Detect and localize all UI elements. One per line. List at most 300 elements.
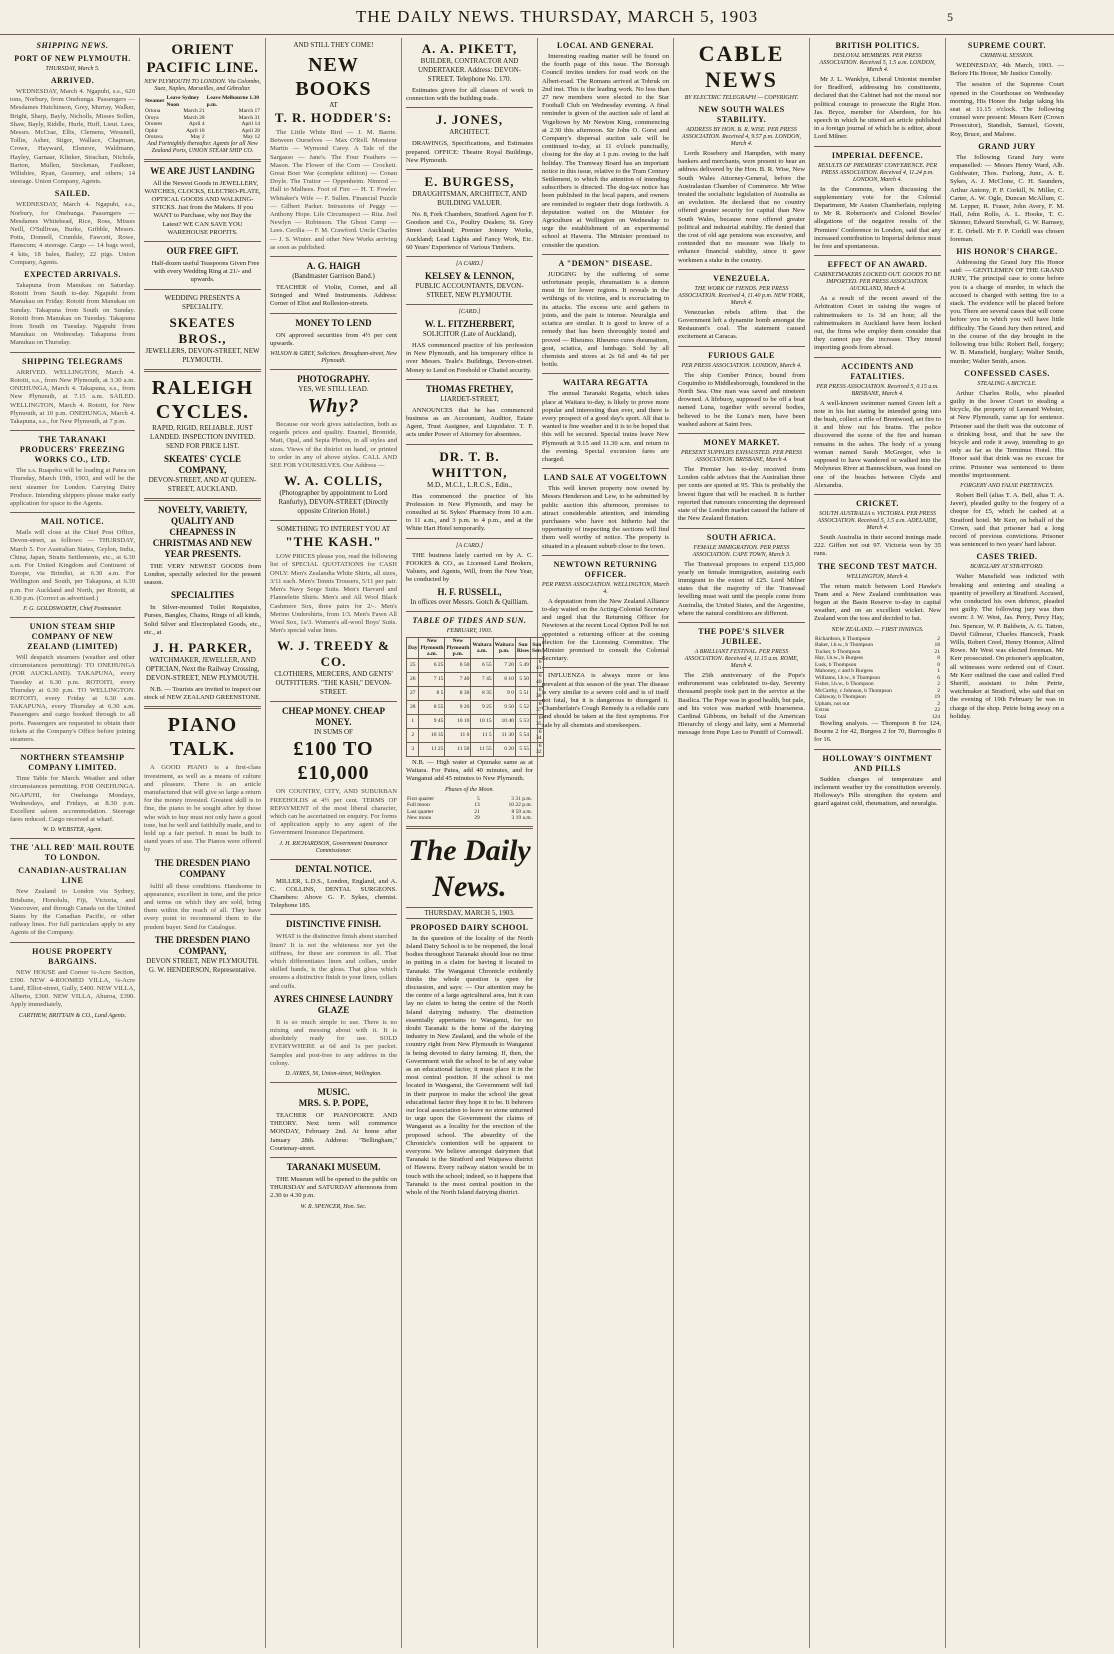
tide-cell: 10 35 (419, 728, 445, 742)
tide-cell: 7 20 (493, 658, 515, 672)
moon-cell: 3 31 p.m. (511, 795, 532, 802)
score-cell: 8 (937, 655, 940, 662)
politics-text: Mr J. L. Wanklyn, Liberal Unionist member for Bradford, addressing his constituents, declared that the Cabinet had not the moral nor political courage to prosecute the Right Hon. Jas. Bryce, member for Aberdeen, for his speech in which he uttered an article published in a foreign journal of which he is editor, about Lord Milner. (814, 76, 941, 141)
dental-text: MILLER, L.D.S., London, England, and A. C. COLLINS, DENTAL SURGEONS. Chambers: Above G. F. Sykes, chemist. Telephone 185. (270, 877, 397, 910)
defence-heading: IMPERIAL DEFENCE. (831, 150, 924, 160)
tide-table-header: Sun Sets (531, 638, 543, 659)
ship-table-header: Steamer (145, 98, 165, 105)
court-sub: CRIMINAL SESSION. (980, 53, 1034, 59)
fitz-sub: SOLICITOR (Late of Auckland), (422, 330, 517, 339)
specialities-heading: SPECIALITIES (170, 590, 235, 601)
burglary-text: Walter Mansfield was indicted with breaking and entering and stealing a quantity of jewellery at Stratford. Accused, who conducted his own defence, pleaded not guilty. The following jury was then sworn: J. W. West, Jas. Perry, Percy Hay, Jno. Spencer, W. P. Baldwin, A. G. Tatton, David Gilmour, Charles Hancock, Frank Wills, Robert Creel, Henry Honnor, Alfred Rowe. Mr West was elected foreman. Mr Kerr prosecuted. On prisoner's application, all witnesses were ordered out of Court. Mr Kerr outlined the case and called Fred Sheriff, assistant to John Petrie, watchmaker at Stratford, who said that on the evening of 19th February he was in charge of the shop. Petrie being away on a holiday. (950, 573, 1064, 720)
court-date: WEDNESDAY, 4th March, 1903. — Before His Honor, Mr Justice Conolly. (950, 62, 1064, 78)
score-cell: 2 (937, 635, 940, 642)
score-cell: 2 (937, 681, 940, 688)
money-sign: WILSON & GREY, Solicitors. Brougham-street, New Plymouth. (270, 351, 397, 365)
column-ads-middle (266, 38, 402, 1648)
mail-sign: F. G. GOLDSWORTH, Chief Postmaster. (23, 605, 122, 612)
books-at: AT (329, 101, 338, 109)
gift-heading: OUR FREE GIFT. (166, 245, 239, 256)
tide-cell: 10 40 (493, 714, 515, 728)
tide-cell: 11 25 (419, 742, 445, 756)
ayres-sign: D. AYRES, 56, Union-street, Wellington. (285, 1070, 382, 1077)
jury-heading: GRAND JURY (978, 141, 1036, 151)
tide-cell: 6 55 (471, 658, 493, 672)
accidents-text: A well-known swimmer named Green left a note in his hut stating he intended going into the bush, collect a rifle of Brentwood, set fire to it and blow out his brains. The police discovered the scene of the fire and human remains in the ashes. The body of a young woman named Sarah McGregor, who is supposed to have wandered or walked into the Molyneux River at Bannockburn, was found on one of the beaches between Clyde and Alexandra. (814, 399, 941, 489)
dresden-heading-2: THE DRESDEN PIANO COMPANY, (154, 934, 251, 956)
ship-cell: April 14 (241, 121, 260, 127)
tide-cell: 5 51 (515, 686, 530, 700)
tide-table (406, 637, 544, 757)
demon-heading: A "DEMON" DISEASE. (558, 258, 653, 268)
jubilee-heading: THE POPE'S SILVER JUBILEE. (698, 626, 785, 646)
award-sub: CABINETMAKERS LOCKED OUT. GOODS TO BE IMPORTED. PER PRESS ASSOCIATION. AUCKLAND, March 4. (814, 272, 941, 293)
tide-cell: 6 38 (531, 686, 543, 700)
expected-heading: EXPECTED ARRIVALS. (24, 270, 121, 280)
cricket-sub: SOUTH AUSTRALIA v. VICTORIA. PER PRESS ASSOCIATION. Received 5, 1.5 a.m. ADELAIDE, March 4. (817, 510, 938, 531)
money-market-sub: PRESENT SUPPLIES EXHAUSTED. PER PRESS ASSOCIATION. BRISBANE, March 4. (680, 450, 803, 464)
score-cell: Callaway, b Thompson (815, 694, 866, 701)
moon-cell: 13 (474, 802, 480, 809)
books-list: The Little White Bird — J. M. Barrie. Between Ourselves — Max O'Rell. Monsieur Martin — Wymond Carey. A Tale of the Sargasso — Jane's. The Four Feathers — Mason. The Flower of the Corn — Crockett. Great Boer War (complete edition) — Conan Doyle. The Traitor — Oppenheim. Nimrod — Hall to Malhees. Foot of Fire — H. T. Fowler. Whitaker's Wife — F. Sullen. Financial Puzzle — Gilbert Parker. Intrusions of Peggy — Anthony Hope. Life Circumspect — Rita. Joel Newlyn — Robinson. The Ghost Camp — Lees. Cecilia — F. M. Crawford. Uncle Charles — J. S. Winter. and other New Works arriving as soon as published. (270, 129, 397, 251)
tide-row (407, 742, 544, 756)
whitton-heading: DR. T. B. WHITTON, (431, 448, 508, 480)
haigh-heading: A. G. HAIGH (306, 261, 361, 272)
tide-table-header: Day (407, 638, 419, 659)
newtown-sub: PER PRESS ASSOCIATION. WELLINGTON, March 4. (542, 581, 669, 595)
gift-text: Half-dozen useful Teaspoons Given Free with every Wedding Ring at 21/- and upwards. (151, 259, 260, 284)
jones-text: DRAWINGS, Specifications, and Estimates prepared. OFFICE: Theatre Royal Buildings, New Plymouth. (406, 140, 533, 164)
column-shipping (6, 38, 140, 1648)
column-cards-editorial (402, 38, 542, 1648)
tide-cell: 11 5 (471, 728, 493, 742)
fitz-text: HAS commenced practice of his profession in New Plymouth, and his temporary office is over Messrs. Teale's Buildings, Devon-street. Money to Lend on Freehold or Chattel security. (406, 342, 533, 374)
money-market-text: The Premier has to-day received from London cable advices that the Australian three per cents are quoted at 95. This is probably the lowest figure that will be reached. It is further reported that rumours concerning the depressed state of the London market caused the failure of the New Zealand flotation. (678, 466, 805, 523)
court-heading: SUPREME COURT. (967, 41, 1047, 50)
moon-table (406, 796, 533, 822)
score-cell: Total (815, 713, 827, 720)
newspaper-flag: The Daily News. (408, 833, 531, 903)
masthead-title: THE DAILY NEWS. THURSDAY, MARCH 5, 1903 (355, 7, 759, 26)
ship-cell: March 21 (183, 108, 205, 114)
orient-sub: NEW PLYMOUTH TO LONDON. Via Colombo, Suez, Naples, Marseilles, and Gibraltar. (144, 79, 261, 92)
amount-text: ON COUNTRY, CITY, AND SUBURBAN FREEHOLDS at 4½ per cent. TERMS OF REPAYMENT of the most liberal character, which can be ascertained on enquiry. For forms of application apply to any agent of the Government Insurance Department. (270, 788, 397, 837)
landing-heading: WE ARE JUST LANDING (150, 165, 255, 176)
test-text: The return match between Lord Hawke's Team and a New Zealand combination was begun at the Basin Reserve to-day in capital weather, and on an excellent wicket. New Zealand won the toss and decided to bat. (814, 582, 941, 623)
venezuela-text: Venezuelan rebels affirm that the Government left a dynamite bomb amongst the Restaurant's coal. The statement caused excitement at Caracas. (678, 308, 805, 341)
pope-heading: MRS. S. P. POPE, (298, 1097, 369, 1108)
frethey-heading: THOMAS FRETHEY, (425, 383, 514, 394)
score-cell: Lusk, b Thompson (815, 661, 857, 668)
tide-row (407, 672, 544, 686)
ship-table-header: Leave Sydney Noon (166, 95, 200, 108)
russell-sub: In offices over Messrs. Gotch & Quilliam. (410, 598, 529, 607)
hodder-heading: T. R. HODDER'S: (274, 110, 393, 125)
moon-cell: 10 22 p.m. (508, 802, 532, 809)
haigh-sub: (Bandmaster Garrison Band.) (292, 272, 375, 281)
forgery-text: Robert Bell (alias T. A. Bell, alias T. A. Javer), pleaded guilty to the forgery of a cheque for £5, which he cashed at a Stratford hotel. Mr Kerr, on behalf of the Crown, said that prisoner had a long record of previous convictions. Prisoner was sentenced to two years' hard labour. (950, 491, 1064, 549)
charge-heading: HIS HONOR'S CHARGE. (956, 247, 1058, 257)
sailed-text: WEDNESDAY, March 4. Ngapuhi, s.s., Norbury, for Onehunga. Passengers — Mesdames Whitehead, Rice, Ross, Misses Neill, O'Sullivan, Burke, Gribble, Messrs. Potts, Donnell, Crumble, Fawcett, Rowe, Hanscom; 4 steerage. Cargo — 14 bags wool, 4 kits, 18 bales, Bailey; 22 pigs. Union Company, Agents. (10, 201, 135, 266)
northern-sign: W. D. WEBSTER, Agent. (42, 827, 103, 834)
score-cell: Williams, l.b.w., b Thompson (815, 674, 881, 681)
tide-row (407, 700, 544, 714)
producers-text: The s.s. Ruapehu will be loading at Patea on Thursday, March 19th, 1903, and will be the next steamer for London. Carrying Dairy Produce. Intending shippers please make early application for space to the Agents. (10, 467, 135, 507)
card-label-3: [A CARD.] (456, 542, 483, 549)
score-cell: McCarthy, c Johnson, b Thompson (815, 687, 892, 694)
newtown-text: A deputation from the New Zealand Alliance to-day waited on the Acting-Colonial Secretary and urged that the Returning Officer for Newtown at the recent Local Option Poll be not appointed a returning officer at the coming election for the Licensing Committee. The Minister promised to consult the Colonial Secretary. (542, 597, 669, 663)
producers-heading: THE TARANAKI PRODUCERS' FREEZING WORKS CO., LTD. (19, 435, 126, 465)
kelsey-sub: PUBLIC ACCOUNTANTS, DEVON-STREET, NEW PLYMOUTH. (415, 282, 524, 300)
ship-cell: April 4 (188, 121, 205, 127)
tide-cell: 2 (407, 728, 419, 742)
africa-heading: SOUTH AFRICA. (706, 532, 777, 542)
tide-table-header: New Plymouth a.m. (420, 638, 444, 658)
column-local-news (538, 38, 674, 1648)
tried-heading: CASES TRIED. (976, 552, 1038, 562)
burgess-heading: E. BURGESS, (424, 174, 515, 190)
jones-heading: J. JONES, (435, 112, 504, 128)
tide-cell: 28 (407, 700, 419, 714)
jones-sub: ARCHITECT. (449, 128, 490, 137)
parker-heading: J. H. PARKER, (152, 639, 253, 655)
moon-cell: New moon (407, 815, 432, 822)
arrived-heading: ARRIVED. (50, 76, 95, 85)
tide-row (407, 728, 544, 742)
photo-yes: YES, WE STILL LEAD. (298, 385, 369, 394)
masthead (0, 0, 1114, 35)
kelsey-heading: KELSEY & LENNON, (425, 271, 514, 282)
tide-cell: 11 50 (445, 742, 471, 756)
treedy-heading: W. J. TREEDY & CO. (277, 638, 390, 670)
tide-cell: 5 54 (515, 728, 530, 742)
books-heading: NEW BOOKS (295, 54, 372, 100)
nsw-text: Lords Rosebery and Hampden, with many bankers and merchants, were present to hear an address delivered by the Hon. B. R. Wise, New South Wales Attorney-General, before the Australasian Chamber of Commerce. Mr Wise treated the socialistic legislation of Australia as an evolution. He declared that no country offered greater security for capital than New South Wales, because none offered greater political and industrial stability. He denied that the cost of old age pensions was excessive, and contended that no measure was likely to enhance financial stability, since it gave workmen a stake in the country. (678, 150, 805, 264)
tide-cell: 8 30 (445, 686, 471, 700)
ship-cell: May 2 (190, 134, 205, 140)
mail-text: Mails will close at the Chief Post Office, Devon-street, as follows: — THURSDAY, March 5. For Australian States, Ceylon, India, China, Japan, Straits Settlements, etc., at 6.30 a.m. For United Kingdom and Continent of Europe, via Brindisi, at 6.30 a.m. For Wellington and South, per Takapuna, at 6.30 p.m. For Auckland and North, per Rotoiti, at 6.30 p.m. (Correct as advertised.) (10, 529, 135, 602)
score-cell: Hay, l.b.w., b Burgess (815, 655, 864, 662)
moon-cell: 5 (477, 795, 480, 802)
cheap-heading: CHEAP MONEY. CHEAP MONEY. (282, 706, 385, 728)
bargains-text: NEW HOUSE and Corner ¼-Acre Section, £390. NEW 4-ROOMED VILLA, ¼-Acre Land, Elliot-street, Gully, £400. NEW VILLA, Alberto, £360. NEW VILLA, Ahuroa, £390. Apply immediately, (10, 968, 135, 1009)
ship-table-header: Leave Melbourne 1.30 p.m. (206, 95, 260, 108)
music-heading: MUSIC. (317, 1086, 350, 1097)
tide-table-header: Waitara a.m. (471, 638, 493, 659)
tide-cell: 6 41 (531, 658, 543, 672)
moon-heading: Phases of the Moon. (445, 786, 494, 793)
ship-cell: Orotava (145, 134, 163, 140)
burglary-heading: BURGLARY AT STRATFORD. (970, 564, 1044, 571)
holloway-text: Sudden changes of temperature and inclement weather try the constitution severely. Holloway's Pills strengthen the system and guard against cold, rheumatism, and neuralgia. (814, 775, 941, 808)
bargains-heading: HOUSE PROPERTY BARGAINS. (32, 946, 113, 966)
holloway-heading: HOLLOWAY'S OINTMENT AND PILLS (822, 753, 933, 773)
tide-cell: 25 (407, 658, 419, 672)
tide-cell: 9 0 (493, 686, 515, 700)
port-heading: PORT OF NEW PLYMOUTH. (14, 54, 131, 63)
museum-text: THE Museum will be opened to the public on THURSDAY and SATURDAY afternoons from 2.30 to 4.30 p.m. (270, 1176, 397, 1200)
score-cell: 1 (937, 668, 940, 675)
sums-label: IN SUMS OF (314, 728, 353, 737)
ship-cell: Oroya (145, 114, 159, 121)
raleigh-text: RAPID, RIGID, RELIABLE. JUST LANDED. INSPECTION INVITED. SEND FOR PRICE LIST. (150, 423, 255, 450)
cricket-heading: CRICKET. (856, 498, 899, 508)
treedy-sub: CLOTHIERS, MERCERS, AND GENTS' OUTFITTERS. "THE KASH," DEVON-STREET. (274, 670, 393, 697)
telegrams-heading: SHIPPING TELEGRAMS (22, 356, 123, 366)
parker-note: N.B. — Tourists are invited to inspect our stock of NEW ZEALAND GREENSTONE. (144, 685, 261, 702)
specialities-text: In Silver-mounted Toilet Requisites, Purses, Bangles, Chains, Rings of all kinds, Solid Silver and Electroplated Goods, etc., etc., at (144, 604, 261, 636)
score-cell: Upham, not out (815, 700, 850, 707)
tide-cell: 10 10 (445, 714, 471, 728)
photo-text: Because our work gives satisfaction, both as regards prices and quality. Enamel, Bromide, Matt, Opal, and Sepia Photos, in all styles and sizes. Views of the district on hand, or printed to order in any of above styles. CALL AND SEE FOR YOURSELVES. Our Address — (270, 421, 397, 470)
dresden-sign: DEVON STREET, NEW PLYMOUTH. G. W. HENDERSON, Representative. (146, 956, 259, 974)
ship-cell: March 28 (183, 114, 205, 121)
local-heading: LOCAL AND GENERAL (557, 41, 654, 50)
nsw-heading: NEW SOUTH WALES STABILITY. (698, 105, 785, 124)
score-cell: Mahoney, c and b Burgess (815, 668, 874, 675)
tide-cell: 7 15 (419, 672, 445, 686)
raleigh-heading: RALEIGH CYCLES. (151, 376, 254, 423)
column-ads-left (140, 38, 266, 1648)
skeates-cycle-sub: DEVON-STREET, AND AT QUEEN-STREET, AUCKLAND. (148, 475, 257, 493)
tide-cell: 9 20 (445, 700, 471, 714)
tide-cell: 6 35 (531, 714, 543, 728)
score-cell: Fisher, l.b.w., b Thompson (815, 681, 874, 688)
tide-table-header: Sun Rises (515, 638, 530, 659)
ship-row (144, 121, 261, 128)
ship-cell: April 28 (241, 127, 260, 134)
tide-cell: 9 45 (419, 714, 445, 728)
dairy-heading: PROPOSED DAIRY SCHOOL (410, 922, 529, 932)
gale-text: The ship Comber Prince, bound from Coquimbo to Middlesborough, foundered in the North Sea. One man was saved and nineteen drowned. A lifebuoy, supposed to be off a boat named Luna, together with several bodies, believed to be the Luna's men, have been washed ashore at Saint Ives. (678, 371, 805, 428)
shipping-heading: SHIPPING NEWS. (36, 41, 109, 50)
kash-intro: SOMETHING TO INTEREST YOU AT (276, 525, 391, 534)
piano-text: A GOOD PIANO is a first-class investment, as well as a means of culture and pleasure. There is an article manufactured that will give so large a return for the money invested. Greatest skill is to fine, the piano to be sought after by those who wish to buy must not only have a good tone, but be well and faithfully made, and to hold up a fair period. It must be built to stand years of use. The Pianos were offered by (144, 764, 261, 854)
accidents-sub: PER PRESS ASSOCIATION. Received 5, 0.15 a.m. BRISBANE, March 4. (816, 383, 939, 397)
dairy-text: In the question of the locality of the North Island Dairy School is to be reopened, the local bodies throughout Taranaki should lose no time in putting in a claim for having it located in Taranaki. The Wanganui Chronicle evidently thinks the whole question is open for discussion, and says: — Our attention may be the centre of a large agricultural area, but it can lay no claim to being the centre of the North Island dairying industry. The distinction essentially appertains to Wanganui, for no doubt Taranaki is the home of the dairying industry in New Zealand, and the whole of the country right from New Plymouth to Wanganui is being devoted to dairy farming. If, then, the Government wish the school to be of any value as an educational factor, it must place it in the most central position. If the school is not located in Wanganui, the Government will fail in their purpose to make the school the great educational factor they hope it to be. It behoves our local association to leave no stone unturned to urge upon the Government the claims of Wanganui as a locality for the erection of the proposed school. The absurdity of the Chronicle's contention will be apparent to everyone. We believe amongst dairymen that Taranaki is the Stratford and Waipawa district of Hawera. Every railway station would be in touch with the school; indeed, so it happens that Taranaki is the most central position in the whole of the North Island dairying district. (406, 934, 533, 1197)
tide-cell: 8 35 (471, 686, 493, 700)
orient-heading: ORIENT PACIFIC LINE. (146, 42, 259, 76)
stealing-text: Arthur Charles Rolls, who pleaded guilty in the lower Court to stealing a bicycle, the property of Leonard Webster, at New Plymouth, came up for sentence. Prisoner said the theft was the outcome of a drinking bout, and that he saw the bicycle and rode it away, intending to go only as far as the Terminus Hotel. His Honor said that drink was no excuse for crime. Prisoner was sentenced to three months' imprisonment. (950, 389, 1064, 479)
distinctive-heading: DISTINCTIVE FINISH. (285, 919, 382, 930)
tide-cell: 10 15 (471, 714, 493, 728)
arrived-text: WEDNESDAY, March 4. Ngapuhi, s.s., 620 tons, Norbury, from Onehunga. Passengers — Mesdames Hutchinson, Grey, Murray, Walker, Bright, Sharp, Bayly, Nicholls, Misses Sollen, Shaw, Bayly, Riddle, Hurle, Huff, Lieut. Lees, Messrs. McCrae, Ellis, Clemens, Wessnell, Tollin, Asher, Stiger, Wallace, Chapman, Crowe, Hayward, Elsmore, Waldmann, Hayley, Garnaar, Klinker, Strachan, Nichols, Barton, Mullen, Stockman, Faulkner, Wiltshire, Ryan, Gourney, and others; 14 steerage. Union Company, Agents. (10, 88, 135, 186)
award-heading: EFFECT OF AN AWARD. (827, 260, 928, 270)
moon-cell: Full moon (407, 802, 430, 809)
tide-table-header: Waitara p.m. (493, 638, 515, 659)
charge-text: Addressing the Grand Jury His Honor said: — GENTLEMEN OF THE GRAND JURY, The principal case to come before you is a charge of murder, in which the accused is charged with setting fire to a stack. The evidence will be placed before you. There are several cases that will come before you in which you will have little difficulty. The Grand Jury then retired, and in the course of the day brought in the following true bills: Robert Bell, forgery; W. B. Mansfield, burglary; Walter Smith, murder; Walter Smith, arson. (950, 259, 1064, 365)
moon-cell: First quarter (407, 795, 435, 802)
museum-sign: W. R. SPENCER, Hon. Sec. (300, 1203, 367, 1210)
gale-heading: FURIOUS GALE (708, 350, 775, 360)
frethey-sub: LIARDET-STREET, (440, 394, 499, 403)
jubilee-text: The 25th anniversary of the Pope's enthronement was celebrated to-day. Seventy thousand people took part in the service at the Basilica. The Pope was in good health, but pale, and his voice was marked with hoarseness. Cardinal Gibbons, on behalf of the American Hierarchy of clergy and laity, sent a Memorial message from Pope Leo to Pontiff of Cornwall. (678, 671, 805, 737)
columns (6, 38, 1108, 1648)
influenza-text: INFLUENZA is always more or less prevalent at this season of the year. The disease is very similar to a severe cold and is of itself not fatal, but it is dangerous to disregard it. Chamberlain's Cough Remedy is a reliable cure and should be taken at the first symptoms. For sale by all chemists and storekeepers. (542, 672, 669, 729)
gale-sub: PER PRESS ASSOCIATION. LONDON, March 4. (681, 362, 802, 369)
score-cell: 6 (937, 674, 940, 681)
tide-cell: 27 (407, 686, 419, 700)
tide-cell: 6 50 (445, 658, 471, 672)
editorial-date: THURSDAY, MARCH 5, 1903. (406, 907, 533, 919)
collis-heading: W. A. COLLIS, (284, 473, 383, 489)
accidents-heading: ACCIDENTS AND FATALITIES. (841, 361, 914, 381)
africa-sub: FEMALE IMMIGRATION. PER PRESS ASSOCIATION. CAPE TOWN, March 3. (692, 544, 791, 558)
money-market-heading: MONEY MARKET. (703, 438, 780, 448)
cable-heading: CABLE NEWS (698, 41, 785, 92)
card-label-1: [A CARD.] (456, 261, 483, 268)
score-cell: 0 (937, 661, 940, 668)
ship-cell: Orontes (145, 121, 163, 127)
ayres-heading: AYRES CHINESE LAUNDRY GLAZE (273, 993, 394, 1015)
vogeltown-text: This well known property now owned by Messrs Henderson and Lew, to be submitted by public auction this afternoon, promises to attract considerable attention, and intending purchasers who have not hitherto had the opportunity of inspecting the sections will find them well worthy of notice. The property is situated in a pleasant suburb close to the town. (542, 485, 669, 550)
orient-foot: And Fortnightly thereafter. Agents for all New Zealand Ports, UNION STEAM SHIP CO. (147, 140, 258, 154)
landing-text: All the Newest Goods in JEWELLERY, WATCHES, CLOCKS, ELECTRO-PLATE, OPTICAL GOODS AND WALKING-STICKS. Just from the Makers. If you WANT to Purchase, why not Buy the Latest? WE CAN SAVE YOU WAREHOUSE PROFITS. (144, 179, 261, 236)
score-cell: 124 (931, 713, 940, 720)
whitton-sub: M.D., M.C.I., L.R.C.S., Edin., (427, 480, 512, 489)
russell-text: THE business lately carried on by A. C. FOOKES & CO., as Licensed Land Brokers, Valuers, and Agents, Will, from the New Year, be conducted by (406, 551, 533, 584)
allred-heading: THE 'ALL RED' MAIL ROUTE TO LONDON. (10, 843, 135, 863)
tide-cell: 7 40 (445, 672, 471, 686)
newtown-heading: NEWTOWN RETURNING OFFICER. (553, 559, 658, 579)
tide-heading: TABLE OF TIDES AND SUN. (412, 616, 527, 626)
money-text: ON approved securities from 4½ per cent upwards. (270, 331, 397, 347)
card-label-2: [CARD.] (458, 309, 481, 316)
ship-cell: Ophir (145, 127, 158, 134)
photo-why: Why? (307, 395, 360, 418)
museum-heading: TARANAKI MUSEUM. (286, 1162, 381, 1172)
tide-cell: 8 10 (493, 672, 515, 686)
fitz-heading: W. L. FITZHERBERT, (424, 319, 515, 330)
tide-cell: 11 55 (471, 742, 493, 756)
score-cell: 18 (934, 642, 940, 649)
column-cable-news (674, 38, 810, 1648)
tide-cell: 9 25 (471, 700, 493, 714)
ship-row (144, 134, 261, 141)
ship-cell: April 18 (186, 127, 205, 134)
vogeltown-heading: LAND SALE AT VOGELTOWN (543, 473, 668, 483)
novelty-heading: NOVELTY, VARIETY, QUALITY AND CHEAPNESS IN CHRISTMAS AND NEW YEAR PRESENTS. (152, 504, 253, 559)
pikett-heading: A. A. PIKETT, (421, 41, 518, 56)
tide-cell: 26 (407, 672, 419, 686)
jubilee-sub: A BRILLIANT FESTIVAL. PER PRESS ASSOCIATION. Received 4, 11.15 a.m. ROME, March 4. (684, 648, 799, 669)
test-heading: THE SECOND TEST MATCH. (817, 561, 938, 571)
tide-cell: 3 (407, 742, 419, 756)
pikett-text: Estimates given for all classes of work in connection with the building trade. (406, 87, 533, 103)
tide-table-header: New Plymouth p.m. (446, 638, 470, 658)
local-text: Interesting reading matter will be found on the fourth page of this issue. The Borough Council invites tenders for road work on the Albert-road. The Romans arrived at Tobruk on 2nd inst. This is the leading work. No less than 27 new members were elected to the Star Football Club on Wednesday evening. A final reminder is given of the auction sale of land at Vogeltown by Mr Newton King, commencing at 2.30 this afternoon. Sir John O. Gorst and Company's dispersal auction sale will be continued to-day, at 11 o'clock punctually, closing for the day at 1 p.m. owing to the half holiday. The Tramway Board has an important notice in this issue, relative to the Tram Century Settlement, to which the attention of intending subscribers is directed. The dog-tax notice has been published in the local papers, and owners are reminded to register their dogs forthwith. A deputation waited on the Minister for Agriculture at Wellington on Wednesday to urge the establishment of an experimental school at Hawera. The Minister promised to consider the question. (542, 53, 669, 249)
northern-heading: NORTHERN STEAMSHIP COMPANY LIMITED. (20, 753, 125, 773)
tide-cell: 8 55 (419, 700, 445, 714)
wedding-heading: WEDDING PRESENTS A SPECIALITY. (164, 293, 241, 311)
column-court (946, 38, 1068, 1648)
regatta-text: The annual Taranaki Regatta, which takes place at Waitara to-day, is likely to prove more popular and interesting than ever, and there is every prospect of a good day's sport. All that is wanted is fine weather and it is to be hoped that this will be secured. Special trains leave New Plymouth at 9.15 and 11.30 a.m. and return in the evening. Special excursion fares are charged. (542, 390, 669, 463)
tide-cell: 11 0 (445, 728, 471, 742)
venezuela-heading: VENEZUELA. (713, 273, 770, 283)
moon-cell: 3 19 a.m. (511, 815, 532, 822)
politics-heading: BRITISH POLITICS. (835, 41, 920, 50)
tide-cell: 6 34 (531, 728, 543, 742)
tide-cell: 7 45 (471, 672, 493, 686)
northern-text: Time Table for March. Weather and other circumstances permitting. FOR ONEHUNGA. NGAPUHI, for Onehunga Mondays, Wednesdays, and Fridays, at 8.30 p.m. Excellent saloon accommodation. Steerage fares reduced. Cargo received at wharf. (10, 775, 135, 824)
telegrams-text: ARRIVED. WELLINGTON, March 4. Rotoiti, s.s., from New Plymouth, at 3.30 a.m. ONEHUNGA, March 4. Takapuna, s.s., from New Plymouth, at 7.15 a.m. SAILED. WELLINGTON, March 4. Rotoiti, for New Plymouth, at 10 p.m. ONEHUNGA, March 4. Takapuna, s.s., for New Plymouth, at 7 p.m. (10, 368, 135, 425)
tide-cell: 5 52 (515, 700, 530, 714)
tide-month: FEBRUARY, 1903. (446, 628, 493, 635)
tide-cell: 6 32 (531, 742, 543, 756)
ship-cell: May 12 (243, 134, 260, 140)
burgess-sub: DRAUGHTSMAN, ARCHITECT, AND BUILDING VALUER. (412, 190, 527, 208)
defence-sub: RESULTS OF PREMIERS' CONFERENCE. PER PRESS ASSOCIATION. Received 4, 11.24 p.m. LONDON, March 4. (818, 162, 937, 183)
canadian-heading: CANADIAN-AUSTRALIAN LINE (18, 866, 127, 886)
tide-row (407, 714, 544, 728)
piano-heading: PIANO TALK. (167, 714, 238, 761)
shipping-date: THURSDAY, March 5. (45, 66, 100, 72)
moon-cell: Last quarter (407, 808, 434, 815)
skeates-heading: SKEATES BROS., (169, 314, 236, 346)
tide-cell: 6 40 (531, 672, 543, 686)
bowling-text: Bowling analysis. — Thompson 8 for 124, Bourne 2 for 42, Burgess 2 for 70, Burroughs 0 for 16. (814, 720, 941, 744)
moon-cell: 8 59 a.m. (511, 808, 532, 815)
dental-heading: DENTAL NOTICE. (295, 863, 372, 874)
forgery-heading: FORGERY AND FALSE PRETENCES. (960, 482, 1054, 489)
regatta-heading: WAITARA REGATTA (562, 378, 649, 388)
tide-cell: 8 5 (419, 686, 445, 700)
score-cell: Richardson, b Thompson (815, 635, 871, 642)
canadian-text: New Zealand to London via Sydney, Brisbane, Honolulu, Fiji, Victoria, and Vancouver, and through Canada on the United States by the Canadian Pacific, or other railway lines. For full particulars apply to any Agents of the Company. (10, 888, 135, 937)
parker-sub: WATCHMAKER, JEWELLER, AND OPTICIAN, Next the Railway Crossing, DEVON-STREET, NEW PLYMOUTH. (145, 655, 260, 682)
score-cell: 22 (934, 707, 940, 714)
ship-table (144, 95, 261, 141)
ship-cell: March 17 (238, 108, 260, 114)
skeates-sub: JEWELLERS, DEVON-STREET, NEW PLYMOUTH. (145, 346, 260, 364)
defence-text: In the Commons, when discussing the supplementary vote for the Colonial Department, Mr Austen Chamberlain, replying to Mr R. Robertson's and Colonel Bowles' allegations of the negative results of the Premiers' Conference in London, said that any increased contribution to Imperial defence must be free and spontaneous. (814, 185, 941, 251)
score-cell: 2 (937, 687, 940, 694)
politics-sub: DISLOYAL MEMBERS. PER PRESS ASSOCIATION. Received 5, 1.5 a.m. LONDON, March 4. (819, 53, 936, 73)
collis-sub: (Photographer by appointment to Lord Ranfurly), DEVON-STREET (Directly opposite Criterion Hotel.) (278, 489, 389, 516)
tide-cell: 0 20 (493, 742, 515, 756)
ayres-text: It is so much simple to use. There is no mixing and messing about with it. It is absolutely ready for use. SOLD EVERYWHERE at 6d and 1s per packet. Samples and post-free to any address in the colony. (270, 1018, 397, 1067)
mail-heading: MAIL NOTICE. (41, 517, 104, 527)
kash-text: LOW PRICES please you, read the following list of SPECIAL QUOTATIONS for CASH ONLY: Men's Zealandia White Shirts, all sizes, 3/11 each. Men's Tennis Trousers, 5/11 per pair. Men's Navy Serge Suits. Men's Harvard and Flannelette Shirts. Men's and All Wool Black Cashmere Sox, three pairs for 2/-. Men's Merino Undershirts, from 1/3. Men's Fawn All Wool Sox, 1s/3. Women's all-wool Boys' Suits. Men's special value lines. (270, 553, 397, 635)
skeates-cycle-heading: SKEATES' CYCLE COMPANY, (163, 453, 242, 475)
nsw-sub: ADDRESS BY HON. B. R. WISE. PER PRESS ASSOCIATION. Received 4, 9.57 p.m. LONDON, March 4. (682, 127, 801, 147)
score-cell: Tucker, b Thompson (815, 648, 861, 655)
dresden-heading-1: THE DRESDEN PIANO COMPANY (154, 857, 251, 879)
money-heading: MONEY TO LEND (295, 317, 372, 328)
distinctive-text: WHAT is the distinctive finish about starched linen? It is not the whiteness nor yet the stiffness, for these are common to all. That which differentiates linen and collars, under skilled hands, is the gloss. That gloss which ensures a distinctive finish to your linen, collars and cuffs. (270, 933, 397, 990)
award-text: As a result of the recent award of the Arbitration Court in raising the wages of cabinetmakers to 1s 3d an hour, all the cabinetmakers in Auckland have been locked out, the firms who employ them consider that they cannot pay the increase. They intend importing goods from abroad. (814, 295, 941, 352)
africa-text: The Transvaal proposes to expend £15,000 yearly on female immigration, assisting each immigrant to the extent of £25. Lord Milner states that the majority of the Transvaal levelling must wait until the people come from Australia, the United States, and the Argentine, where the natural conditions are different. (678, 560, 805, 617)
cable-sub: BY ELECTRIC TELEGRAPH — COPYRIGHT. (684, 95, 799, 101)
kash-heading: "THE KASH." (285, 534, 382, 550)
pikett-sub: BUILDER, CONTRACTOR AND UNDERTAKER. Address: DEVON-STREET. Telephone No. 170. (417, 57, 522, 83)
tide-note: N.B. — High water at Opunake same as at Waitara. For Patea, add 40 minutes, and for Wanganui add 45 minutes to New Plymouth. (406, 758, 533, 783)
cricket-text: South Australia in their second innings made 222. Giffen not out 97. Victoria won by 35 runs. (814, 533, 941, 558)
test-sub: WELLINGTON, March 4. (846, 573, 909, 580)
whitton-text: Has commenced the practice of his Profession in New Plymouth, and may be consulted at St. Sykes' Pharmacy from 10 a.m. to 11 a.m., and 3 p.m. to 4 p.m., and at the White Hart Hotel temporarily. (406, 492, 533, 533)
demon-text: JUDGING by the suffering of some unfortunate people, rheumatism is a demon most fit for lower regions. It reveals in the writhings of its victims, and is excruciating in its attacks. The excess uric acid gathers in joints, and the pain is intense. Neuralgia and sciatica are similar. It is good to know of a remedy that has been thoroughly tested and proved — Rheumo. Rheumo cures rheumatism, gout, sciatica, and lumbago. Sold by all chemists and stores at 2s 6d and 4s 6d per bottle. (542, 270, 669, 369)
tide-cell: 5 55 (515, 742, 530, 756)
column-politics-sport (810, 38, 946, 1648)
tide-cell: 6 37 (531, 700, 543, 714)
score-cell: 21 (934, 648, 940, 655)
score-cell: Baker, l.b.w., b Thompson (815, 642, 873, 649)
tide-cell: 6 25 (419, 658, 445, 672)
burgess-text: No. 8, Fork Chambers, Stratford. Agent for F. Goodson and Co., Poultry Dealers; St. Grey Street Auckland; Premier Joinery Works, Auckland; Lead Lights and Fancy Work, Etc. 60 Years' Experience of Various Timbers. (406, 211, 533, 251)
scorecard (814, 636, 941, 721)
tide-cell: 11 30 (493, 728, 515, 742)
moon-row (406, 815, 533, 822)
